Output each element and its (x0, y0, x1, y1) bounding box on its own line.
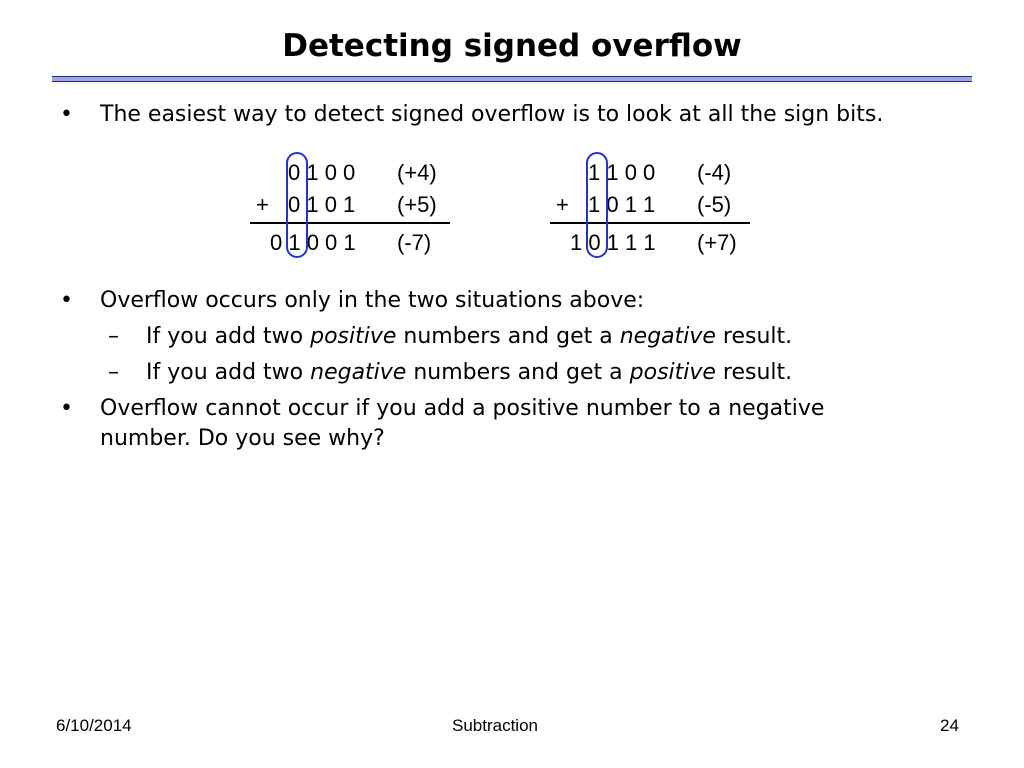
sub-bullet-dash: – (108, 324, 119, 349)
bullet-text-3: Overflow cannot occur if you add a positive number to a negative number. Do you see why? (100, 396, 825, 451)
sign-bit-highlight (586, 152, 608, 258)
operator: + (256, 192, 269, 217)
value: (+4) (397, 160, 437, 185)
sub-bullet-dash: – (108, 360, 119, 385)
bullet-text-1: The easiest way to detect signed overflow is to look at all the sign bits. (100, 102, 884, 127)
bullet-dot: • (60, 288, 73, 313)
bits: 1 0 1 1 1 (570, 230, 656, 255)
page-number: 24 (940, 716, 959, 735)
bullet-dot: • (60, 102, 73, 127)
bullet-dot: • (60, 396, 73, 421)
footer-title: Subtraction (452, 716, 538, 735)
bullet-text-2: Overflow occurs only in the two situations above: (100, 288, 645, 313)
title-divider (52, 76, 972, 82)
value: (+5) (397, 192, 437, 217)
bits: 0 1 0 0 1 (270, 230, 356, 255)
footer-date: 6/10/2014 (56, 716, 132, 735)
value: (-5) (697, 192, 732, 217)
bits: 0 1 0 0 (288, 160, 356, 185)
sub-bullet-text-1: If you add two positive numbers and get a negative result. (146, 324, 793, 349)
bits: 1 0 1 1 (588, 192, 656, 217)
operator: + (556, 192, 569, 217)
sum-line (250, 222, 450, 224)
value: (+7) (697, 230, 737, 255)
value: (-7) (397, 230, 432, 255)
sum-line (550, 222, 750, 224)
slide-title: Detecting signed overflow (282, 28, 742, 64)
sign-bit-highlight (286, 152, 308, 258)
value: (-4) (697, 160, 732, 185)
bits: 0 1 0 1 (288, 192, 356, 217)
bits: 1 1 0 0 (588, 160, 656, 185)
sub-bullet-text-2: If you add two negative numbers and get a positive result. (146, 360, 793, 385)
